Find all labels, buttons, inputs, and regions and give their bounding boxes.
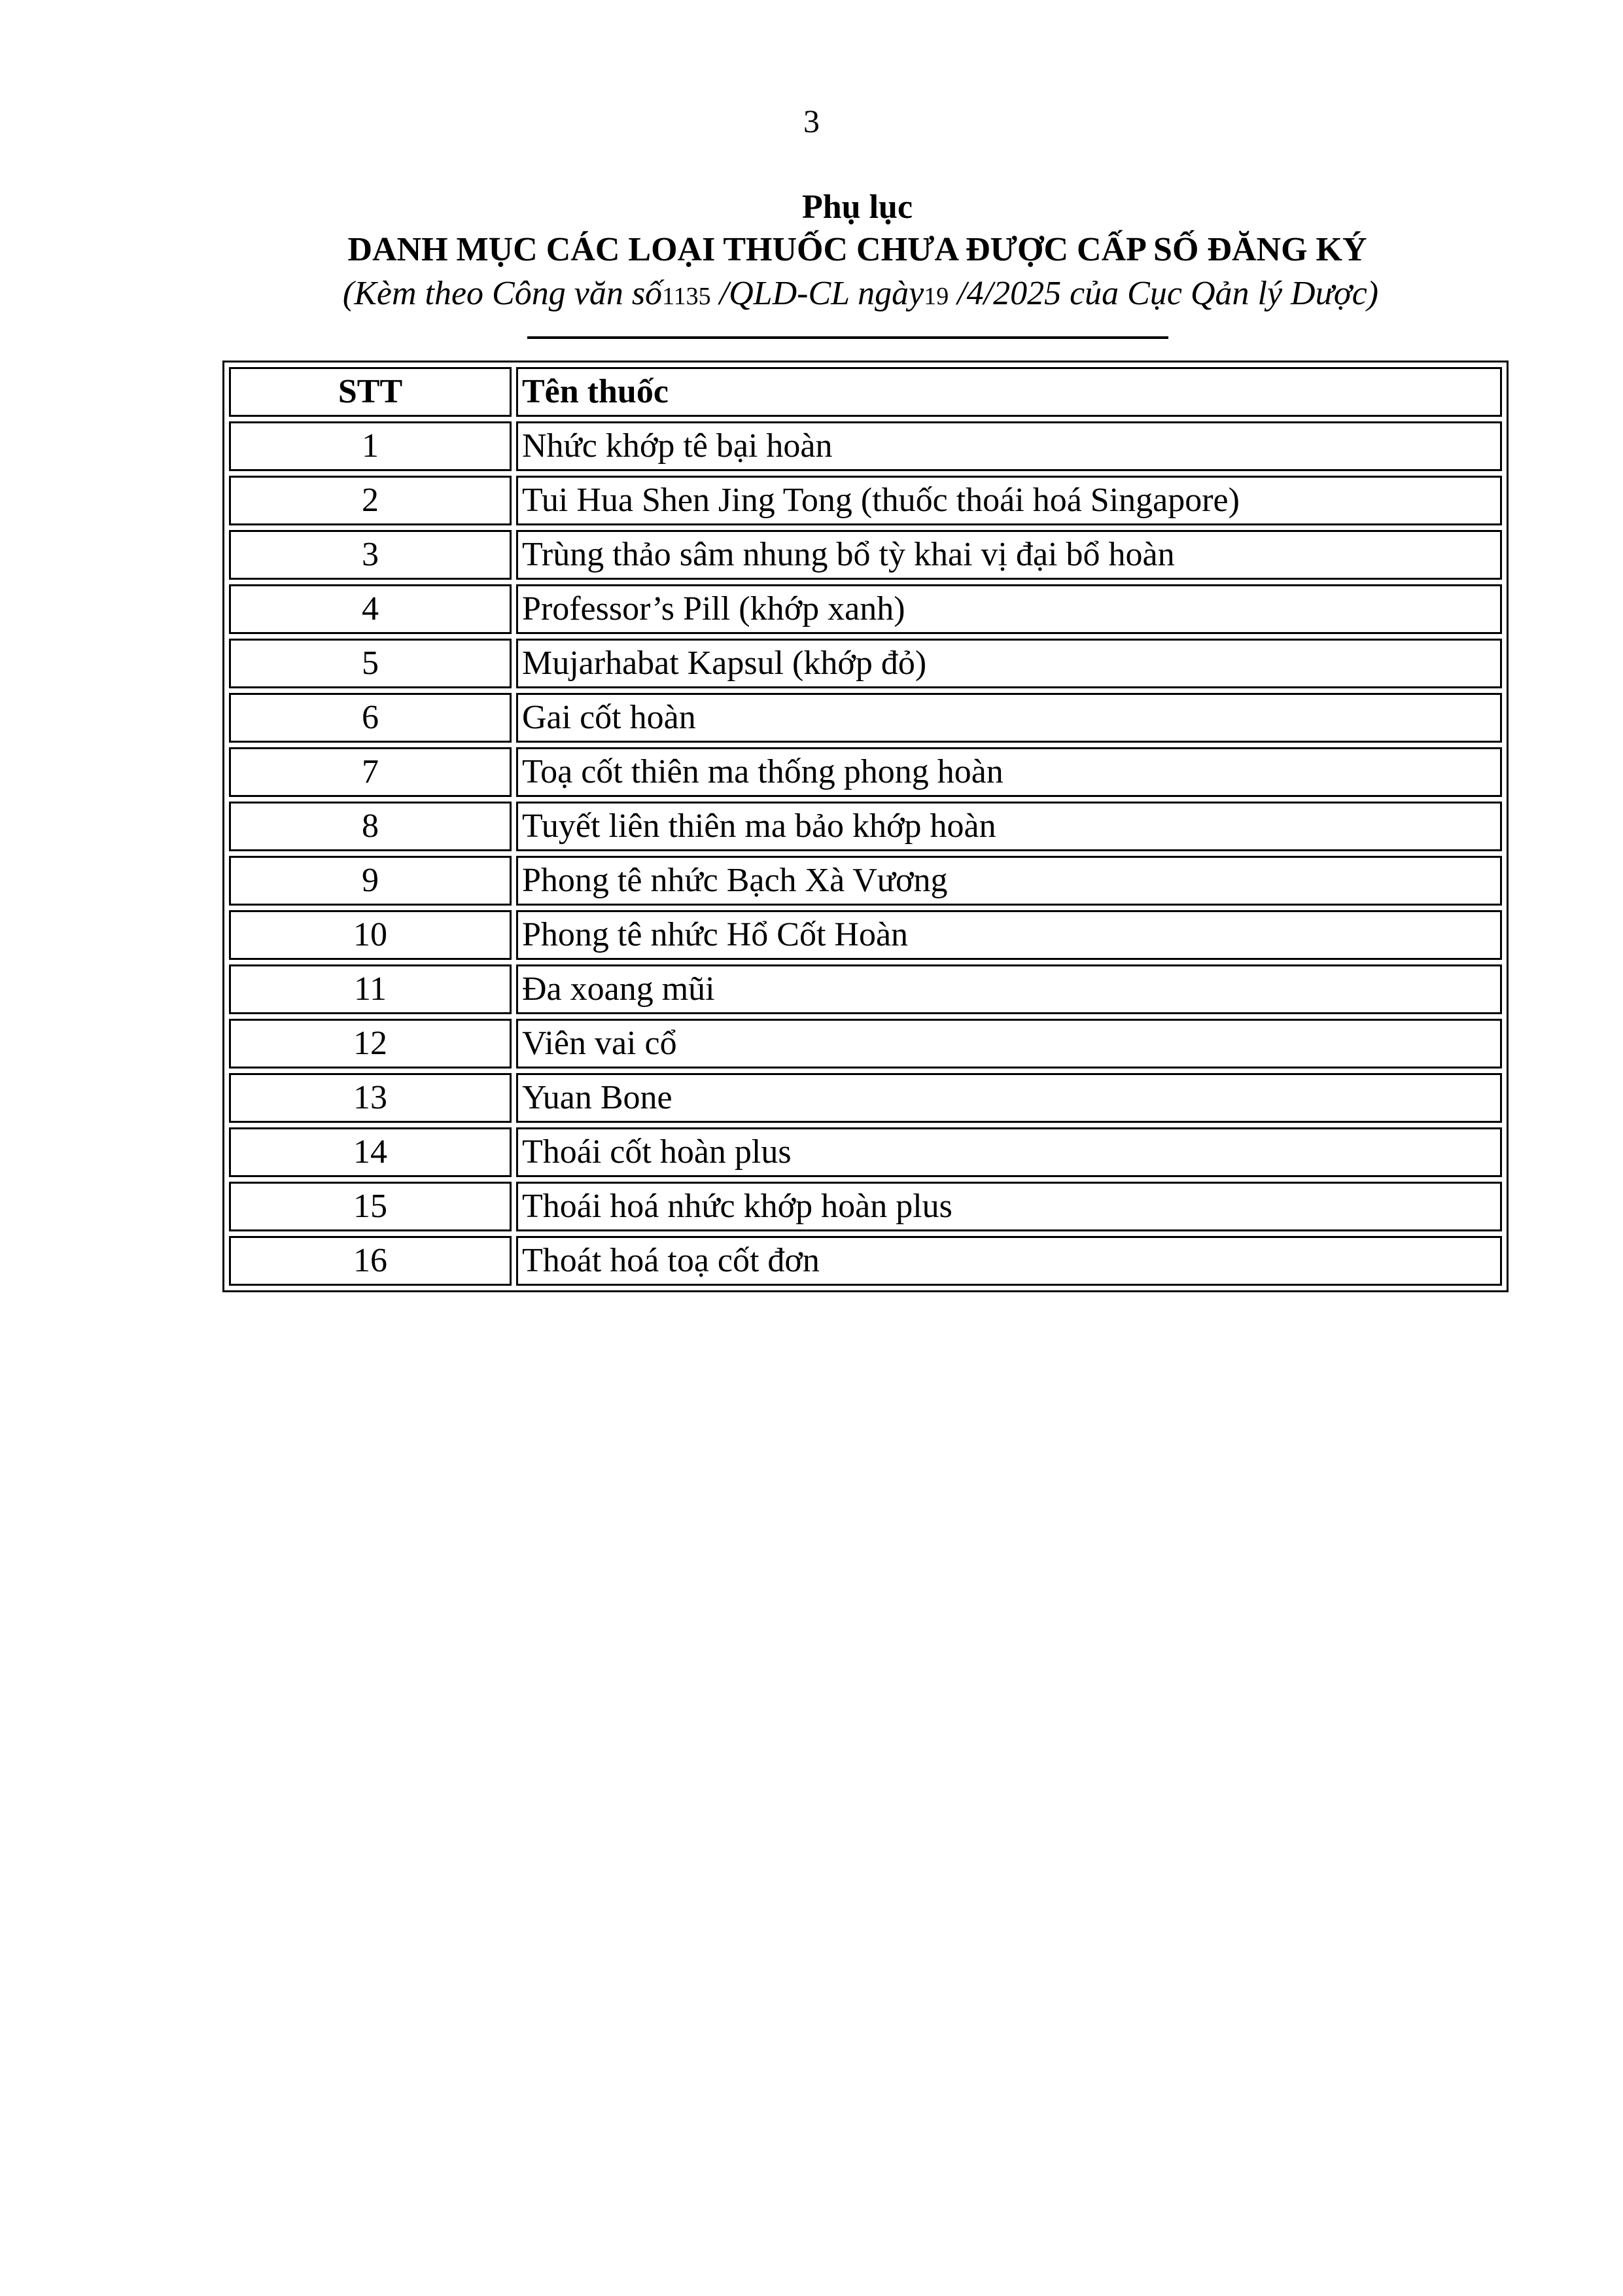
row-stt: 11 [229,964,512,1014]
table-row [229,530,1502,580]
row-medicine-name: Thoát hoá toạ cốt đơn [516,1236,1502,1286]
table-row [229,1073,1502,1123]
row-medicine-name: Professor’s Pill (khớp xanh) [516,584,1502,634]
table-row [229,910,1502,960]
table-row [229,693,1502,743]
row-medicine-name: Viên vai cổ [516,1019,1502,1069]
row-medicine-name: Thoái cốt hoàn plus [516,1127,1502,1177]
row-stt: 2 [229,476,512,525]
subtitle-suffix: /4/2025 của Cục Qản lý Dược) [949,275,1379,312]
row-stt: 6 [229,693,512,743]
table-row [229,856,1502,906]
subtitle-middle: /QLD-CL ngày [710,275,924,312]
row-stt: 16 [229,1236,512,1286]
medicine-table-container [222,361,1509,1292]
row-stt: 7 [229,747,512,797]
row-medicine-name: Gai cốt hoàn [516,693,1502,743]
row-stt: 8 [229,802,512,851]
page-number: 3 [803,103,820,139]
header-medicine-name: Tên thuốc [516,367,1502,417]
table-row [229,476,1502,525]
row-medicine-name: Mujarhabat Kapsul (khớp đỏ) [516,639,1502,688]
row-stt: 14 [229,1127,512,1177]
row-medicine-name: Tui Hua Shen Jing Tong (thuốc thoái hoá Singapore) [516,476,1502,525]
row-stt: 12 [229,1019,512,1069]
table-row [229,1236,1502,1286]
table-row [229,1182,1502,1231]
row-medicine-name: Toạ cốt thiên ma thống phong hoàn [516,747,1502,797]
document-number: 1135 [662,283,711,310]
row-stt: 1 [229,421,512,471]
document-day: 19 [924,283,949,310]
row-stt: 10 [229,910,512,960]
row-medicine-name: Phong tê nhức Hổ Cốt Hoàn [516,910,1502,960]
table-row [229,1019,1502,1069]
row-stt: 4 [229,584,512,634]
table-row [229,747,1502,797]
table-row [229,964,1502,1014]
row-medicine-name: Tuyết liên thiên ma bảo khớp hoàn [516,802,1502,851]
table-row [229,639,1502,688]
row-stt: 9 [229,856,512,906]
document-header [0,186,1623,319]
document-title: DANH MỤC CÁC LOẠI THUỐC CHƯA ĐƯỢC CẤP SỐ ĐĂNG KÝ [347,231,1367,268]
row-medicine-name: Yuan Bone [516,1073,1502,1123]
row-medicine-name: Phong tê nhức Bạch Xà Vương [516,856,1502,906]
row-medicine-name: Thoái hoá nhức khớp hoàn plus [516,1182,1502,1231]
row-medicine-name: Nhức khớp tê bại hoàn [516,421,1502,471]
table-header-row [229,367,1502,417]
table-row [229,584,1502,634]
medicine-table [222,361,1509,1292]
table-row [229,802,1502,851]
row-stt: 3 [229,530,512,580]
row-stt: 15 [229,1182,512,1231]
row-stt: 13 [229,1073,512,1123]
title-underline [527,336,1168,339]
row-medicine-name: Đa xoang mũi [516,964,1502,1014]
subtitle-prefix: (Kèm theo Công văn số [342,275,663,312]
row-medicine-name: Trùng thảo sâm nhung bổ tỳ khai vị đại bổ hoàn [516,530,1502,580]
header-stt: STT [229,367,512,417]
table-row [229,1127,1502,1177]
row-stt: 5 [229,639,512,688]
appendix-label: Phụ lục [801,188,913,226]
document-subtitle [98,272,1623,319]
table-row [229,421,1502,471]
